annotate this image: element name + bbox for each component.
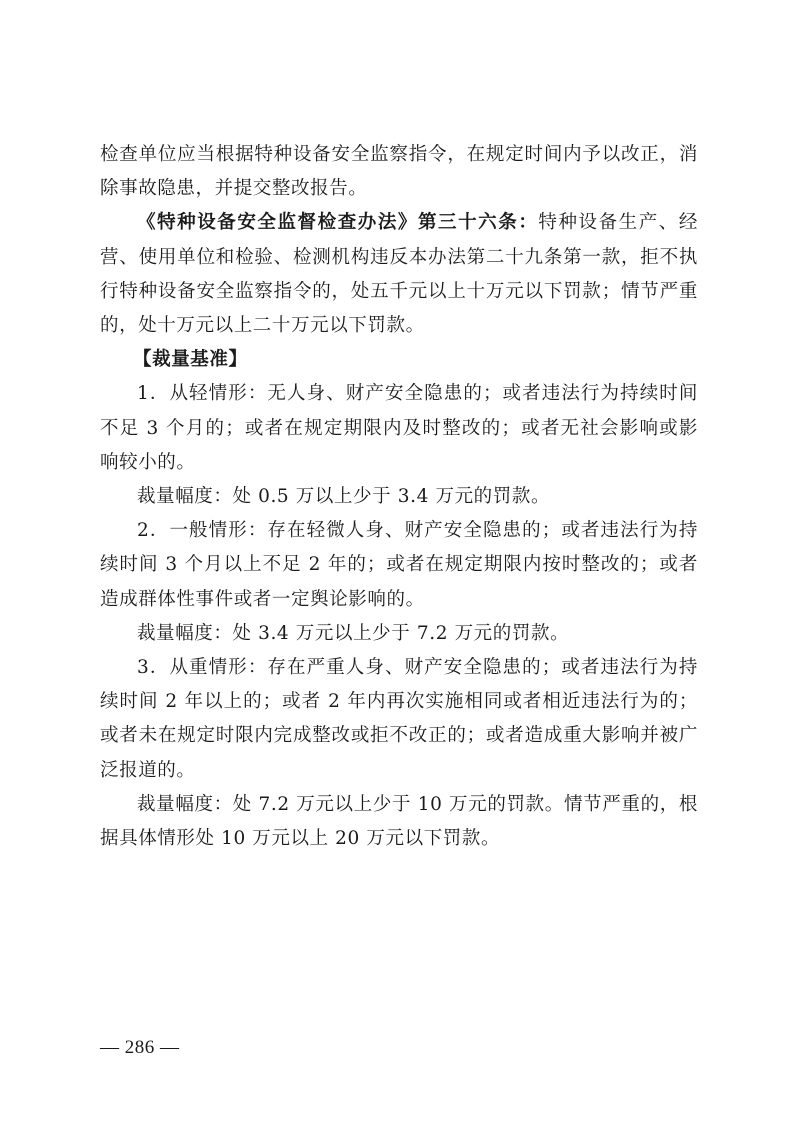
paragraph-severe-circumstances: 3．从重情形：存在严重人身、财产安全隐患的；或者违法行为持续时间 2 年以上的；或者 2 年内再次实施相同或者相近违法行为的；或者未在规定时限内完成整改或拒不改正的；或者造成重大影响并被广泛报道的。: [100, 657, 698, 781]
article-text: 特种设备生产、经营、使用单位和检验、检测机构违反本办法第二十九条第一款，拒不执行特种设备安全监察指令的，处五千元以上十万元以下罚款；情节严重的，处十万元以上二十万元以下罚款。: [100, 212, 698, 337]
document-body: [100, 138, 698, 856]
paragraph-severe-range: 裁量幅度：处 7.2 万元以上少于 10 万元的罚款。情节严重的，根据具体情形处 10 万元以上 20 万元以下罚款。: [100, 793, 698, 850]
paragraph-general-circumstances: 2．一般情形：存在轻微人身、财产安全隐患的；或者违法行为持续时间 3 个月以上不足 2 年的；或者在规定期限内按时整改的；或者造成群体性事件或者一定舆论影响的。: [100, 520, 698, 610]
paragraph-general-range: 裁量幅度：处 3.4 万元以上少于 7.2 万元的罚款。: [137, 622, 570, 644]
paragraph-rectification: 检查单位应当根据特种设备安全监察指令，在规定时间内予以改正，消除事故隐患，并提交整改报告。: [100, 144, 698, 200]
paragraph-article-36: [100, 206, 698, 343]
paragraph-lenient-circumstances: 1．从轻情形：无人身、财产安全隐患的；或者违法行为持续时间不足 3 个月的；或者在规定期限内及时整改的；或者无社会影响或影响较小的。: [100, 383, 698, 473]
article-citation: 《特种设备安全监督检查办法》第三十六条：: [137, 212, 539, 234]
section-heading-discretion-standard: 【裁量基准】: [133, 349, 248, 371]
paragraph-lenient-range: 裁量幅度：处 0.5 万以上少于 3.4 万元的罚款。: [137, 486, 551, 508]
page-number: — 286 —: [100, 1037, 180, 1058]
